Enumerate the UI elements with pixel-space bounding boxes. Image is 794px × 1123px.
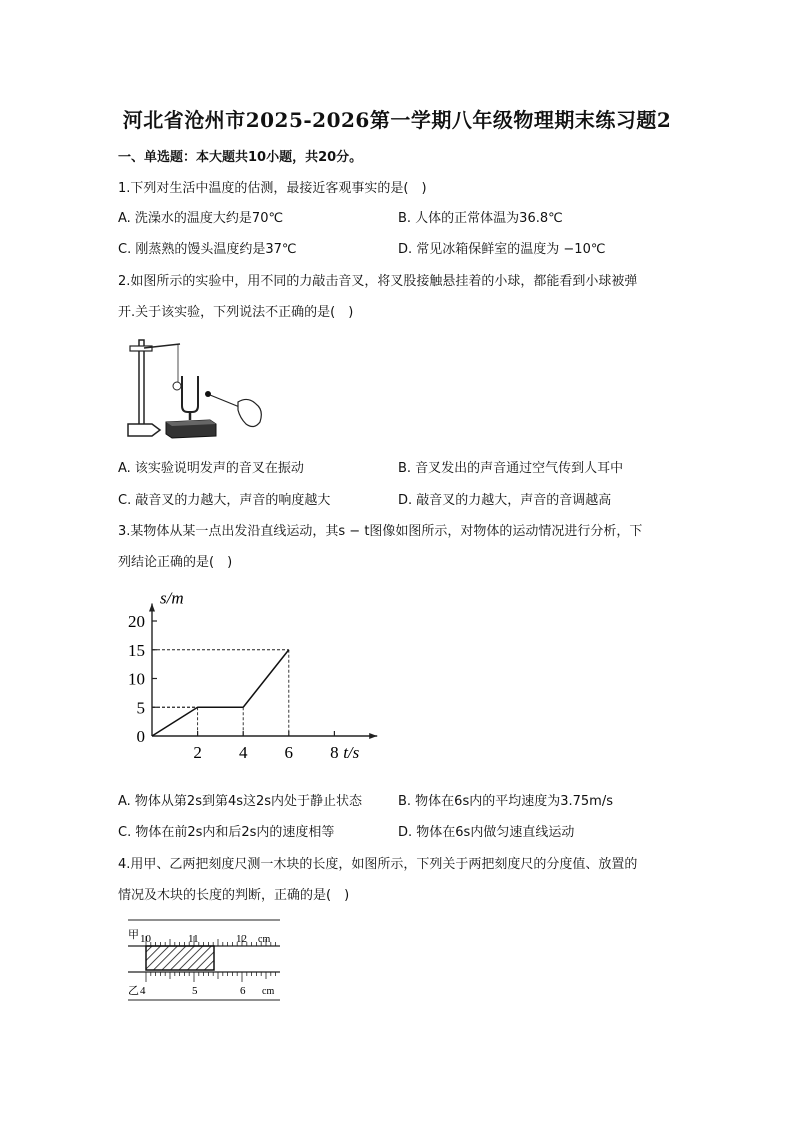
y-tick-label: 15 — [128, 640, 145, 660]
q2-stem-line1: 2.如图所示的实验中，用不同的力敲击音叉，将叉股接触悬挂着的小球，都能看到小球被弹 — [118, 274, 638, 289]
q2-option-d[interactable]: D. 敲音叉的力越大，声音的音调越高 — [398, 493, 612, 508]
q1-option-a[interactable]: A. 洗澡水的温度大约是70℃ — [118, 211, 284, 226]
ruler-bottom-label: 乙 — [128, 985, 139, 997]
y-tick-label: 5 — [136, 698, 145, 718]
q3-option-d[interactable]: D. 物体在6s内做匀速直线运动 — [398, 825, 575, 840]
x-tick-label: 6 — [284, 743, 294, 762]
q1-option-c[interactable]: C. 刚蒸熟的馒头温度约是37℃ — [118, 242, 297, 257]
q3-option-c[interactable]: C. 物体在前2s内和后2s内的速度相等 — [118, 825, 335, 840]
ruler-top-unit: cm — [258, 934, 271, 945]
q3-option-b[interactable]: B. 物体在6s内的平均速度为3.75m/s — [398, 794, 613, 809]
q2-option-b[interactable]: B. 音叉发出的声音通过空气传到人耳中 — [398, 461, 624, 476]
y-axis-arrow — [149, 604, 155, 612]
tuning-fork-figure — [122, 332, 272, 444]
x-tick-label: 8 — [330, 743, 339, 762]
ruler-bottom-unit: cm — [262, 986, 275, 997]
ruler-top-tick: 12 — [236, 933, 247, 945]
q3-option-a[interactable]: A. 物体从第2s到第4s这2s内处于静止状态 — [118, 794, 363, 809]
x-tick-label: 2 — [193, 743, 202, 762]
y-tick-label: 10 — [128, 669, 145, 689]
x-tick-label: 4 — [238, 743, 248, 762]
ruler-bottom-tick: 6 — [240, 985, 246, 997]
ruler-bottom-tick: 5 — [192, 985, 198, 997]
ruler-bottom-tick: 4 — [140, 985, 146, 997]
st-graph — [112, 586, 402, 766]
page-title: 河北省沧州市2025-2026第一学期八年级物理期末练习题2 — [122, 108, 672, 132]
data-segment — [152, 707, 198, 736]
q2-option-a[interactable]: A. 该实验说明发声的音叉在振动 — [118, 461, 304, 476]
q4-stem-line2: 情况及木块的长度的判断，正确的是( ) — [118, 888, 350, 903]
data-segment — [243, 650, 289, 708]
section-heading: 一、单选题：本大题共10小题，共20分。 — [118, 150, 363, 165]
q2-option-c[interactable]: C. 敲音叉的力越大，声音的响度越大 — [118, 493, 331, 508]
ruler-top-label: 甲 — [128, 929, 139, 941]
ruler-top-tick: 11 — [188, 933, 199, 945]
q1-option-b[interactable]: B. 人体的正常体温为36.8℃ — [398, 211, 563, 226]
y-axis-label: s/m — [160, 588, 184, 608]
ruler-figure — [124, 914, 289, 1006]
x-axis-label: t/s — [343, 743, 360, 762]
y-tick-label: 20 — [128, 612, 145, 631]
q3-stem-line2: 列结论正确的是( ) — [118, 555, 233, 570]
q1-stem: 1.下列对生活中温度的估测，最接近客观事实的是( ) — [118, 181, 427, 196]
q1-option-d[interactable]: D. 常见冰箱保鲜室的温度为 −10℃ — [398, 242, 606, 257]
y-tick-label: 0 — [136, 727, 145, 746]
ruler-top-tick: 10 — [140, 933, 151, 945]
q4-stem-line1: 4.用甲、乙两把刻度尺测一木块的长度，如图所示，下列关于两把刻度尺的分度值、放置的 — [118, 857, 638, 872]
q2-stem-line2: 开.关于该实验，下列说法不正确的是( ) — [118, 305, 354, 320]
x-axis-arrow — [369, 733, 377, 739]
q3-stem-line1: 3.某物体从某一点出发沿直线运动，其s − t图像如图所示，对物体的运动情况进行分析，下 — [118, 524, 643, 539]
